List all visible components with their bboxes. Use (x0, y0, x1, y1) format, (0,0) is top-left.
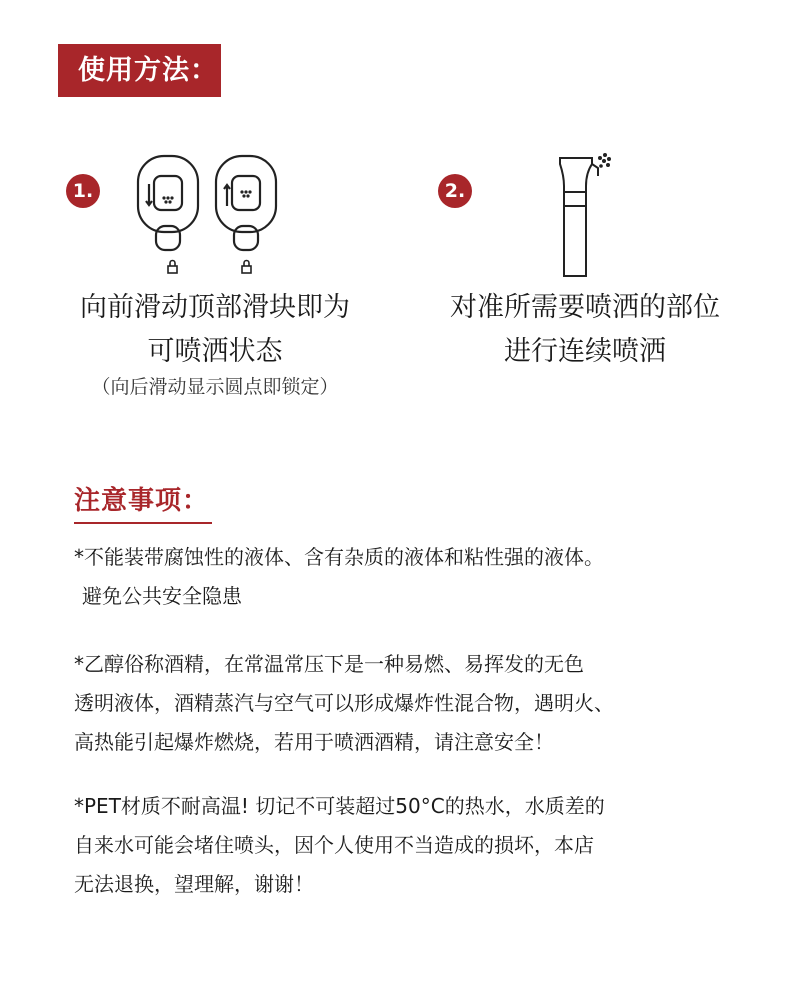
notes-title-underline (74, 522, 212, 524)
note-line: *不能装带腐蚀性的液体、含有杂质的液体和粘性强的液体。 (74, 545, 604, 569)
note-line: 透明液体，酒精蒸汽与空气可以形成爆炸性混合物，遇明火、 (74, 691, 614, 715)
note-line: 避免公共安全隐患 (82, 584, 242, 608)
lock-icon (242, 261, 251, 274)
spray-head-unlocked-icon (138, 156, 198, 250)
note-line: *乙醇俗称酒精，在常温常压下是一种易燃、易挥发的无色 (74, 652, 584, 676)
notes-title: 注意事项： (74, 486, 210, 516)
usage-title: 使用方法： (58, 44, 221, 97)
lock-icon (168, 261, 177, 274)
step-2-badge: 2. (438, 174, 472, 208)
step-1-instruction (40, 286, 390, 374)
step-2-instruction (420, 286, 750, 374)
step-2-line-1: 对准所需要喷洒的部位 (450, 292, 720, 323)
spray-head-slider-illustration (132, 152, 282, 282)
step-1-line-2: 可喷洒状态 (147, 336, 283, 367)
note-line: *PET材质不耐高温! 切记不可装超过50°C的热水，水质差的 (74, 794, 605, 818)
note-line: 无法退换，望理解，谢谢！ (74, 872, 314, 896)
step-1-note: （向后滑动显示圆点即锁定） (91, 376, 339, 398)
note-corrosive-liquids (74, 538, 734, 616)
spray-head-locked-icon (216, 156, 276, 250)
spray-bottle-icon (548, 150, 618, 280)
note-line: 高热能引起爆炸燃烧，若用于喷洒酒精，请注意安全！ (74, 730, 554, 754)
note-pet-temperature (74, 787, 734, 904)
note-line: 自来水可能会堵住喷头，因个人使用不当造成的损坏，本店 (74, 833, 594, 857)
step-2-line-2: 进行连续喷洒 (504, 336, 666, 367)
step-1-line-1: 向前滑动顶部滑块即为 (80, 292, 350, 323)
step-1-badge: 1. (66, 174, 100, 208)
note-alcohol-safety (74, 645, 734, 762)
